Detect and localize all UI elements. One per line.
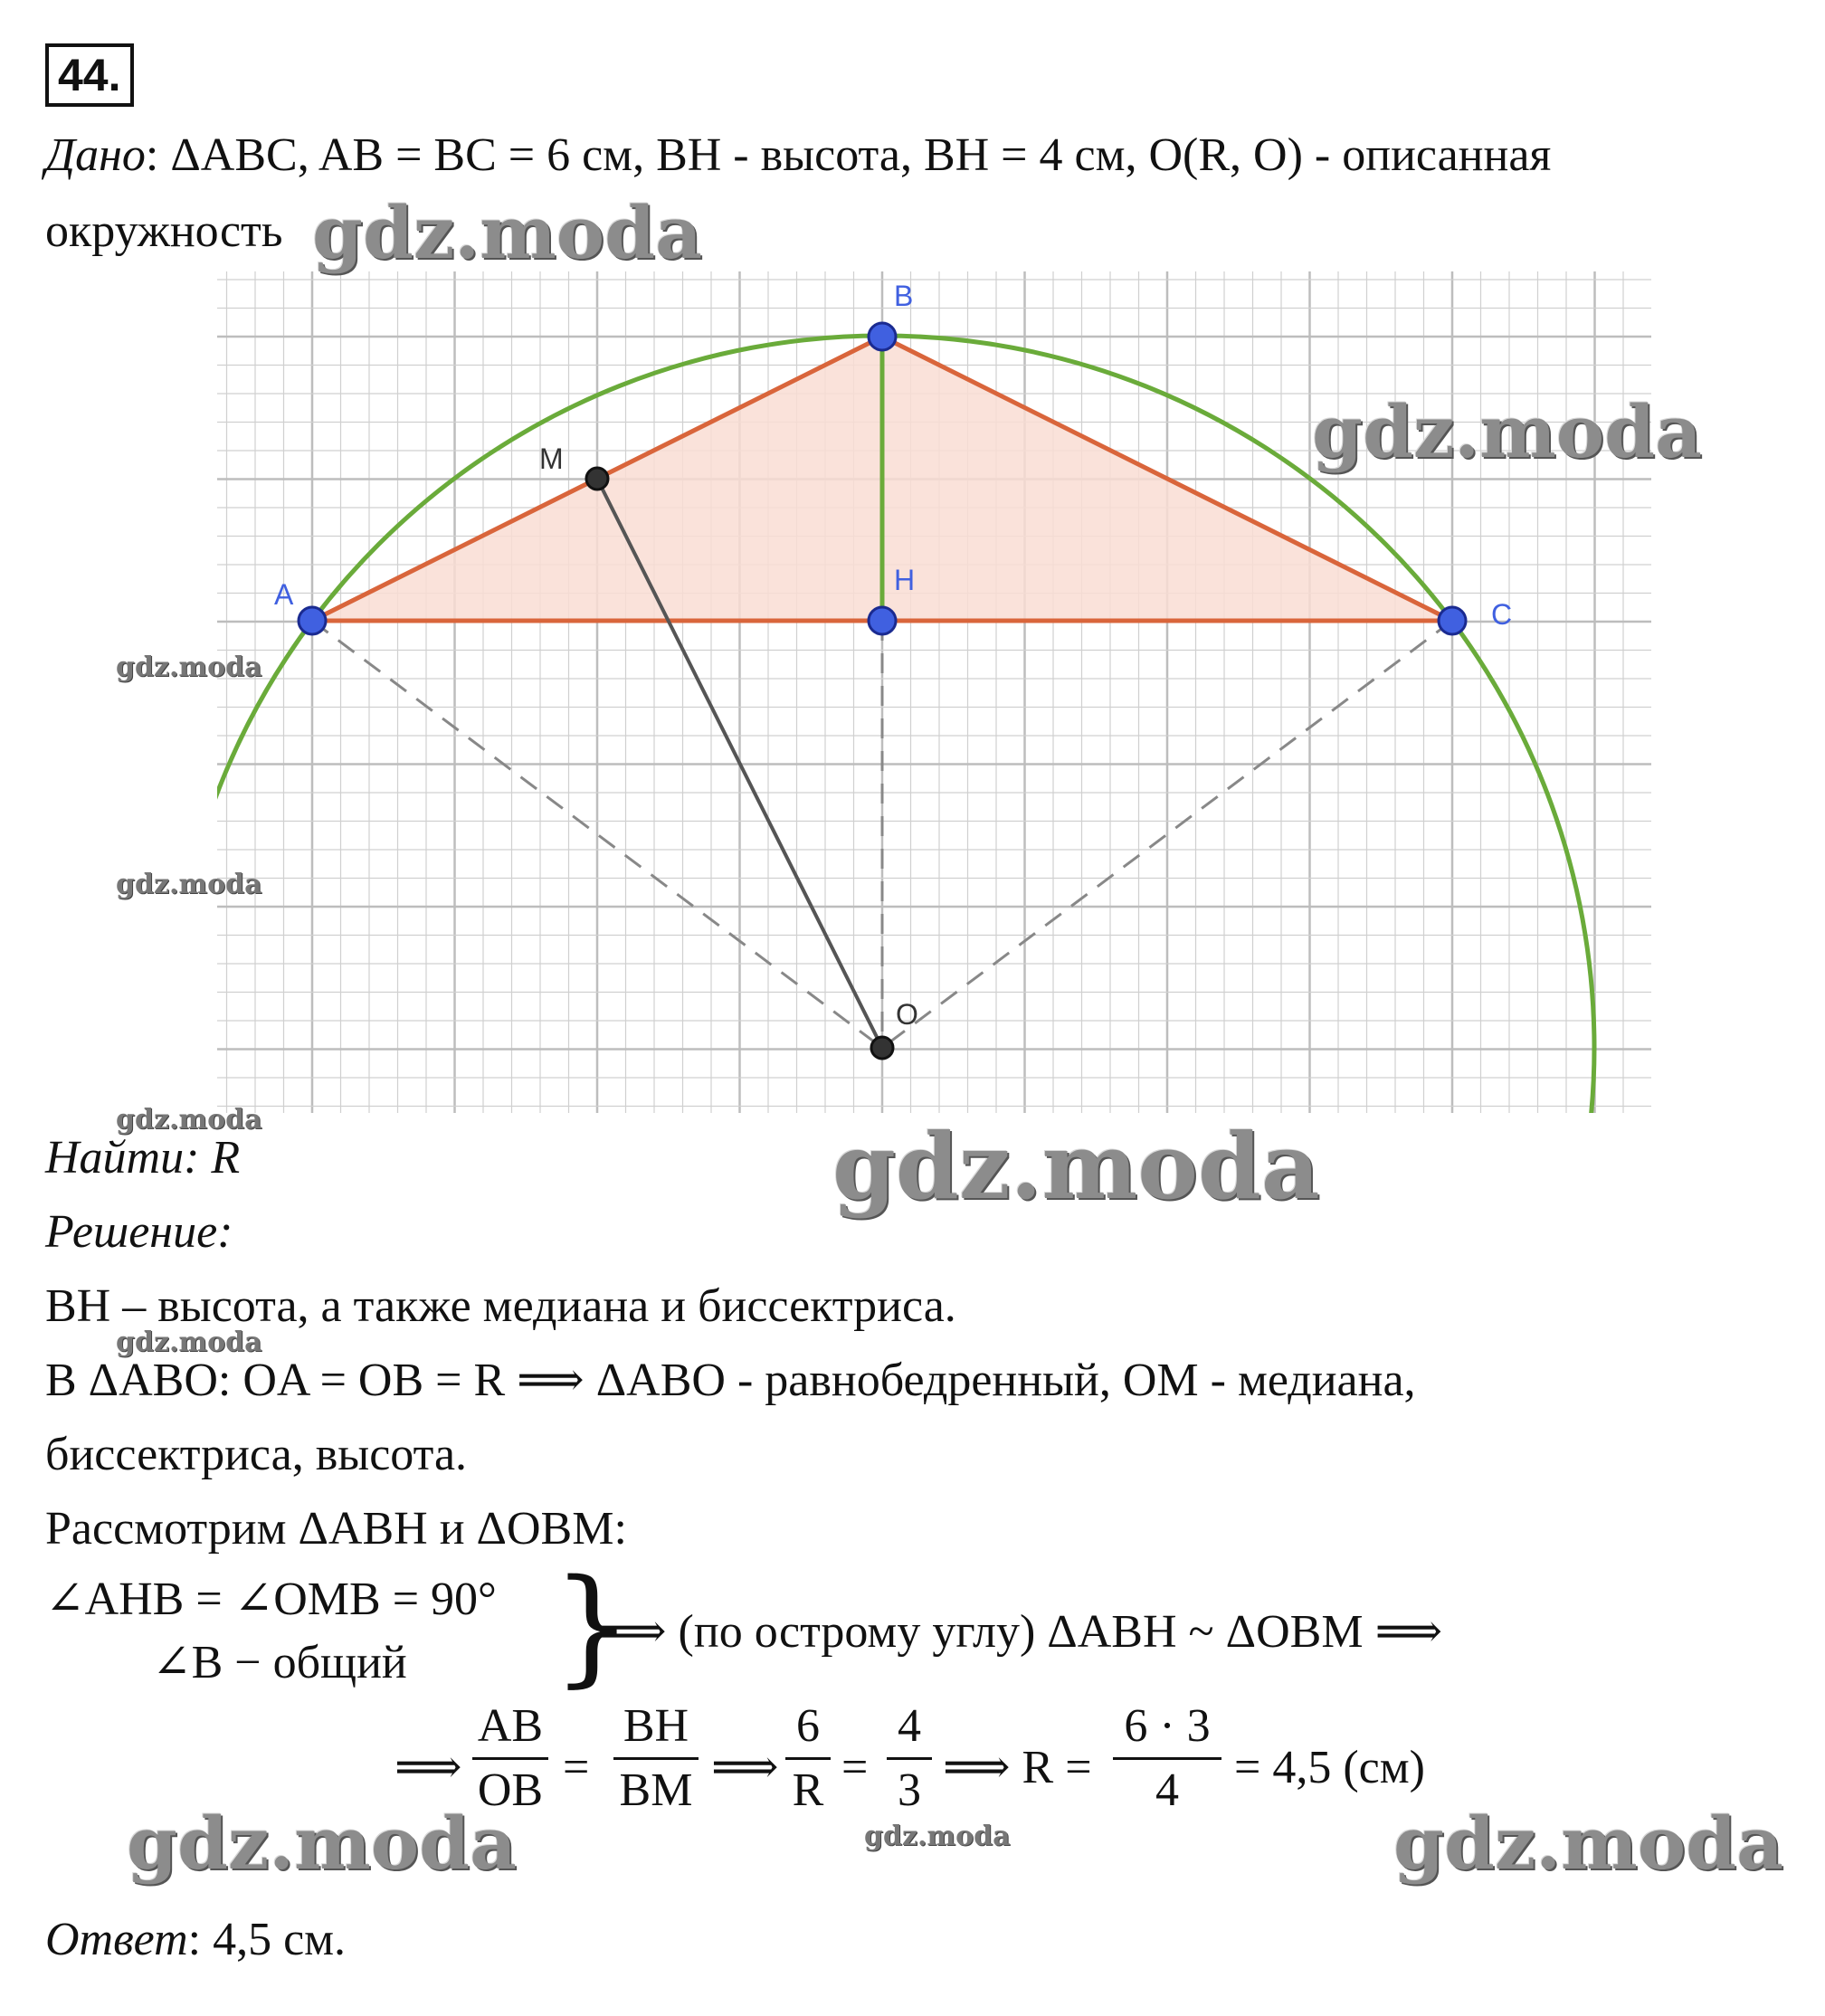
fraction-4-3-den: 3 — [898, 1764, 921, 1816]
ratio-arrow-2: ⟹ — [711, 1742, 779, 1793]
point-m — [586, 468, 608, 490]
condition-1: ∠AHB = ∠OMB = 90° — [45, 1574, 497, 1625]
point-a — [299, 607, 326, 634]
result: = 4,5 (см) — [1234, 1742, 1425, 1793]
watermark-4: gdz.moda — [116, 869, 262, 900]
solution-line-3: биссектриса, высота. — [45, 1429, 468, 1480]
watermark-2: gdz.moda — [1312, 389, 1702, 474]
system-brace: } — [552, 1553, 633, 1700]
watermark-6: gdz.moda — [832, 1113, 1320, 1220]
fraction-6-r — [785, 1699, 831, 1818]
equals-2: = — [841, 1742, 869, 1793]
problem-number: 44. — [45, 43, 134, 107]
answer-label: Ответ — [45, 1914, 188, 1965]
label-h: H — [894, 564, 916, 596]
given-text: : ΔABC, AB = BC = 6 см, BH - высота, BH = 4 см, O(R, O) - описанная — [145, 129, 1552, 181]
fraction-ab-ob-den: OB — [477, 1764, 544, 1816]
ratio-arrow-3: ⟹ R = — [943, 1742, 1092, 1793]
fraction-4-3-num: 4 — [898, 1700, 921, 1752]
conclusion: ⟹ (по острому углу) ΔABH ~ ΔOBM ⟹ — [599, 1606, 1443, 1658]
fraction-bh-bm — [613, 1699, 699, 1818]
point-h — [869, 607, 896, 634]
point-c — [1439, 607, 1466, 634]
watermark-3: gdz.moda — [116, 651, 262, 683]
find-value: : R — [184, 1132, 241, 1184]
fraction-6x3-4-num: 6 · 3 — [1124, 1700, 1211, 1752]
given-label: Дано — [45, 129, 146, 181]
equals-1: = — [563, 1742, 590, 1793]
condition-2: ∠B − общий — [152, 1637, 407, 1688]
watermark-7: gdz.moda — [116, 1327, 262, 1358]
solution-line-2: В ΔABO: OA = OB = R ⟹ ΔABO - равнобедренный, OM - медиана, — [45, 1355, 1416, 1406]
answer-line — [45, 1911, 346, 1969]
watermark-10: gdz.moda — [1393, 1801, 1783, 1886]
solution-line-4: Рассмотрим ΔABH и ΔOBM: — [45, 1503, 627, 1555]
point-o — [871, 1037, 893, 1059]
fraction-bh-bm-den: BM — [619, 1764, 693, 1816]
find-label: Найти — [45, 1132, 185, 1184]
watermark-5: gdz.moda — [116, 1104, 262, 1136]
find-line — [45, 1129, 240, 1187]
label-b: B — [894, 280, 914, 312]
solution-label: Решение: — [45, 1206, 233, 1258]
fraction-6x3-4-den: 4 — [1155, 1764, 1179, 1816]
label-c: C — [1491, 598, 1513, 631]
watermark-9: gdz.moda — [864, 1821, 1011, 1852]
fraction-6x3-4 — [1113, 1699, 1221, 1818]
fraction-ab-ob-num: AB — [477, 1700, 544, 1752]
ratio-arrow-1: ⟹ — [394, 1742, 462, 1793]
fraction-4-3 — [887, 1699, 932, 1818]
solution-line-1: BH – высота, а также медиана и биссектриса. — [45, 1280, 956, 1332]
fraction-6-r-num: 6 — [796, 1700, 820, 1752]
answer-value: : 4,5 см. — [187, 1914, 347, 1965]
given-line-2: окружность — [45, 205, 283, 257]
label-a: A — [274, 578, 294, 611]
fraction-6-r-den: R — [792, 1764, 824, 1816]
fraction-bh-bm-num: BH — [623, 1700, 689, 1752]
label-o: O — [896, 998, 918, 1031]
watermark-1: gdz.moda — [312, 190, 702, 275]
point-b — [869, 323, 896, 350]
watermark-8: gdz.moda — [127, 1801, 517, 1886]
label-m: M — [539, 442, 564, 475]
